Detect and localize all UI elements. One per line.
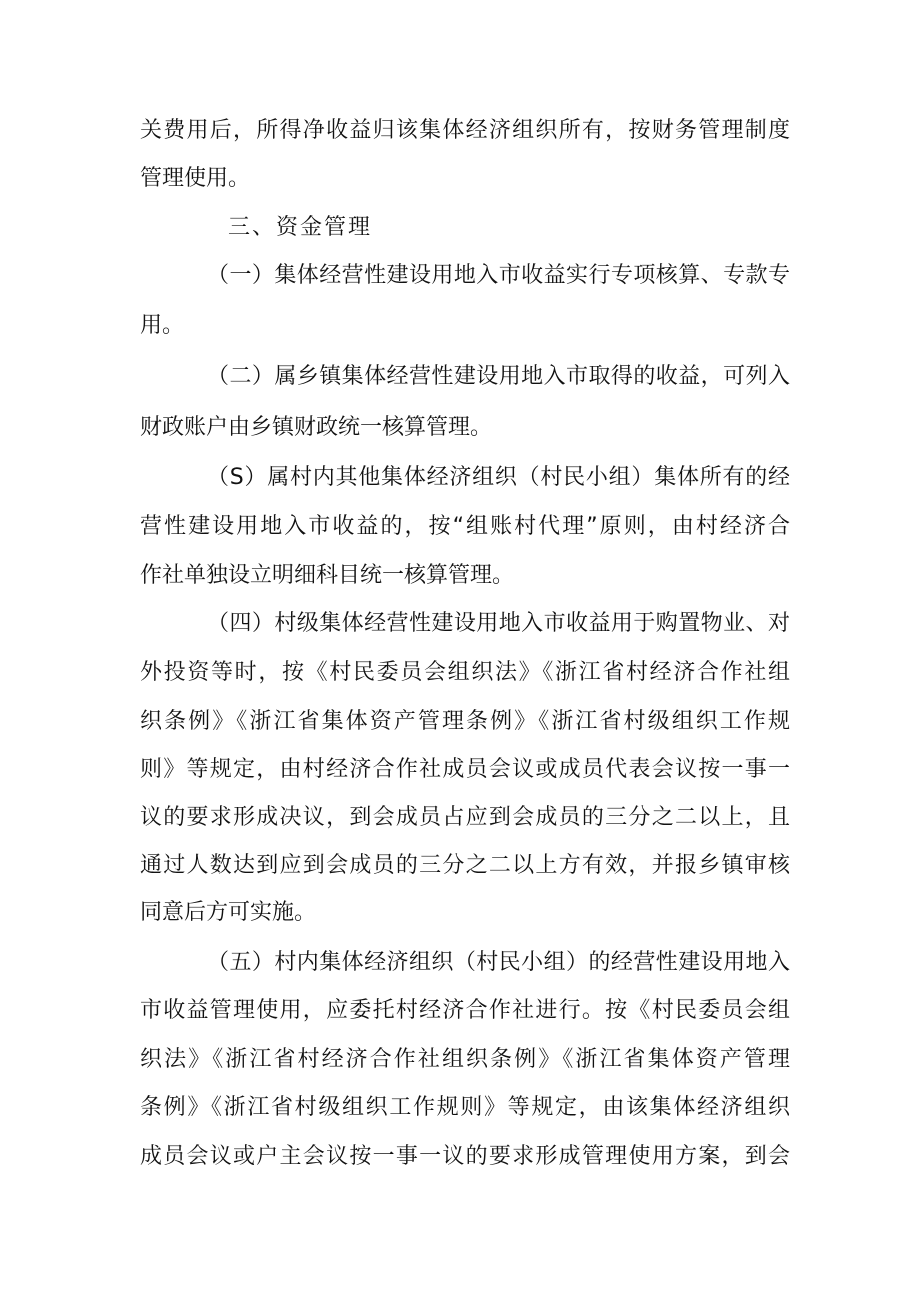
- text-line: 市收益管理使用，应委托村经济合作社进行。按《村民委员会组: [140, 998, 790, 1023]
- text-line: 议的要求形成决议，到会成员占应到会成员的三分之二以上，且: [140, 805, 790, 830]
- paragraph-first-line: （二）属乡镇集体经营性建设用地入市取得的收益，可列入: [207, 364, 790, 389]
- text-line: 财政账户由乡镇财政统一核算管理。: [140, 415, 493, 440]
- text-line: 用。: [140, 313, 185, 338]
- text-line: 条例》《浙江省村级组织工作规则》等规定，由该集体经济组织: [140, 1095, 790, 1120]
- paragraph-first-line: （四）村级集体经营性建设用地入市收益用于购置物业、对: [207, 611, 790, 636]
- text-line: 成员会议或户主会议按一事一议的要求形成管理使用方案，到会: [140, 1144, 790, 1169]
- text-line: 作社单独设立明细科目统一核算管理。: [140, 563, 515, 588]
- paragraph-first-line: （S）属村内其他集体经济组织（村民小组）集体所有的经: [207, 465, 790, 490]
- text-line: 通过人数达到应到会成员的三分之二以上方有效，并报乡镇审核: [140, 853, 790, 878]
- paragraph-first-line: （五）村内集体经济组织（村民小组）的经营性建设用地入: [207, 950, 790, 975]
- text-line: 营性建设用地入市收益的，按“组账村代理”原则，由村经济合: [140, 514, 790, 539]
- text-line: 同意后方可实施。: [140, 900, 317, 925]
- text-line: 关费用后，所得净收益归该集体经济组织所有，按财务管理制度: [140, 118, 790, 143]
- text-line: 织条例》《浙江省集体资产管理条例》《浙江省村级组织工作规: [140, 709, 790, 734]
- section-heading: 三、资金管理: [228, 215, 373, 240]
- text-line: 则》等规定，由村经济合作社成员会议或成员代表会议按一事一: [140, 757, 790, 782]
- text-line: 织法》《浙江省村经济合作社组织条例》《浙江省集体资产管理: [140, 1047, 790, 1072]
- paragraph-first-line: （一）集体经营性建设用地入市收益实行专项核算、专款专: [207, 263, 790, 288]
- text-line: 管理使用。: [140, 166, 251, 191]
- text-line: 外投资等时，按《村民委员会组织法》《浙江省村经济合作社组: [140, 660, 790, 685]
